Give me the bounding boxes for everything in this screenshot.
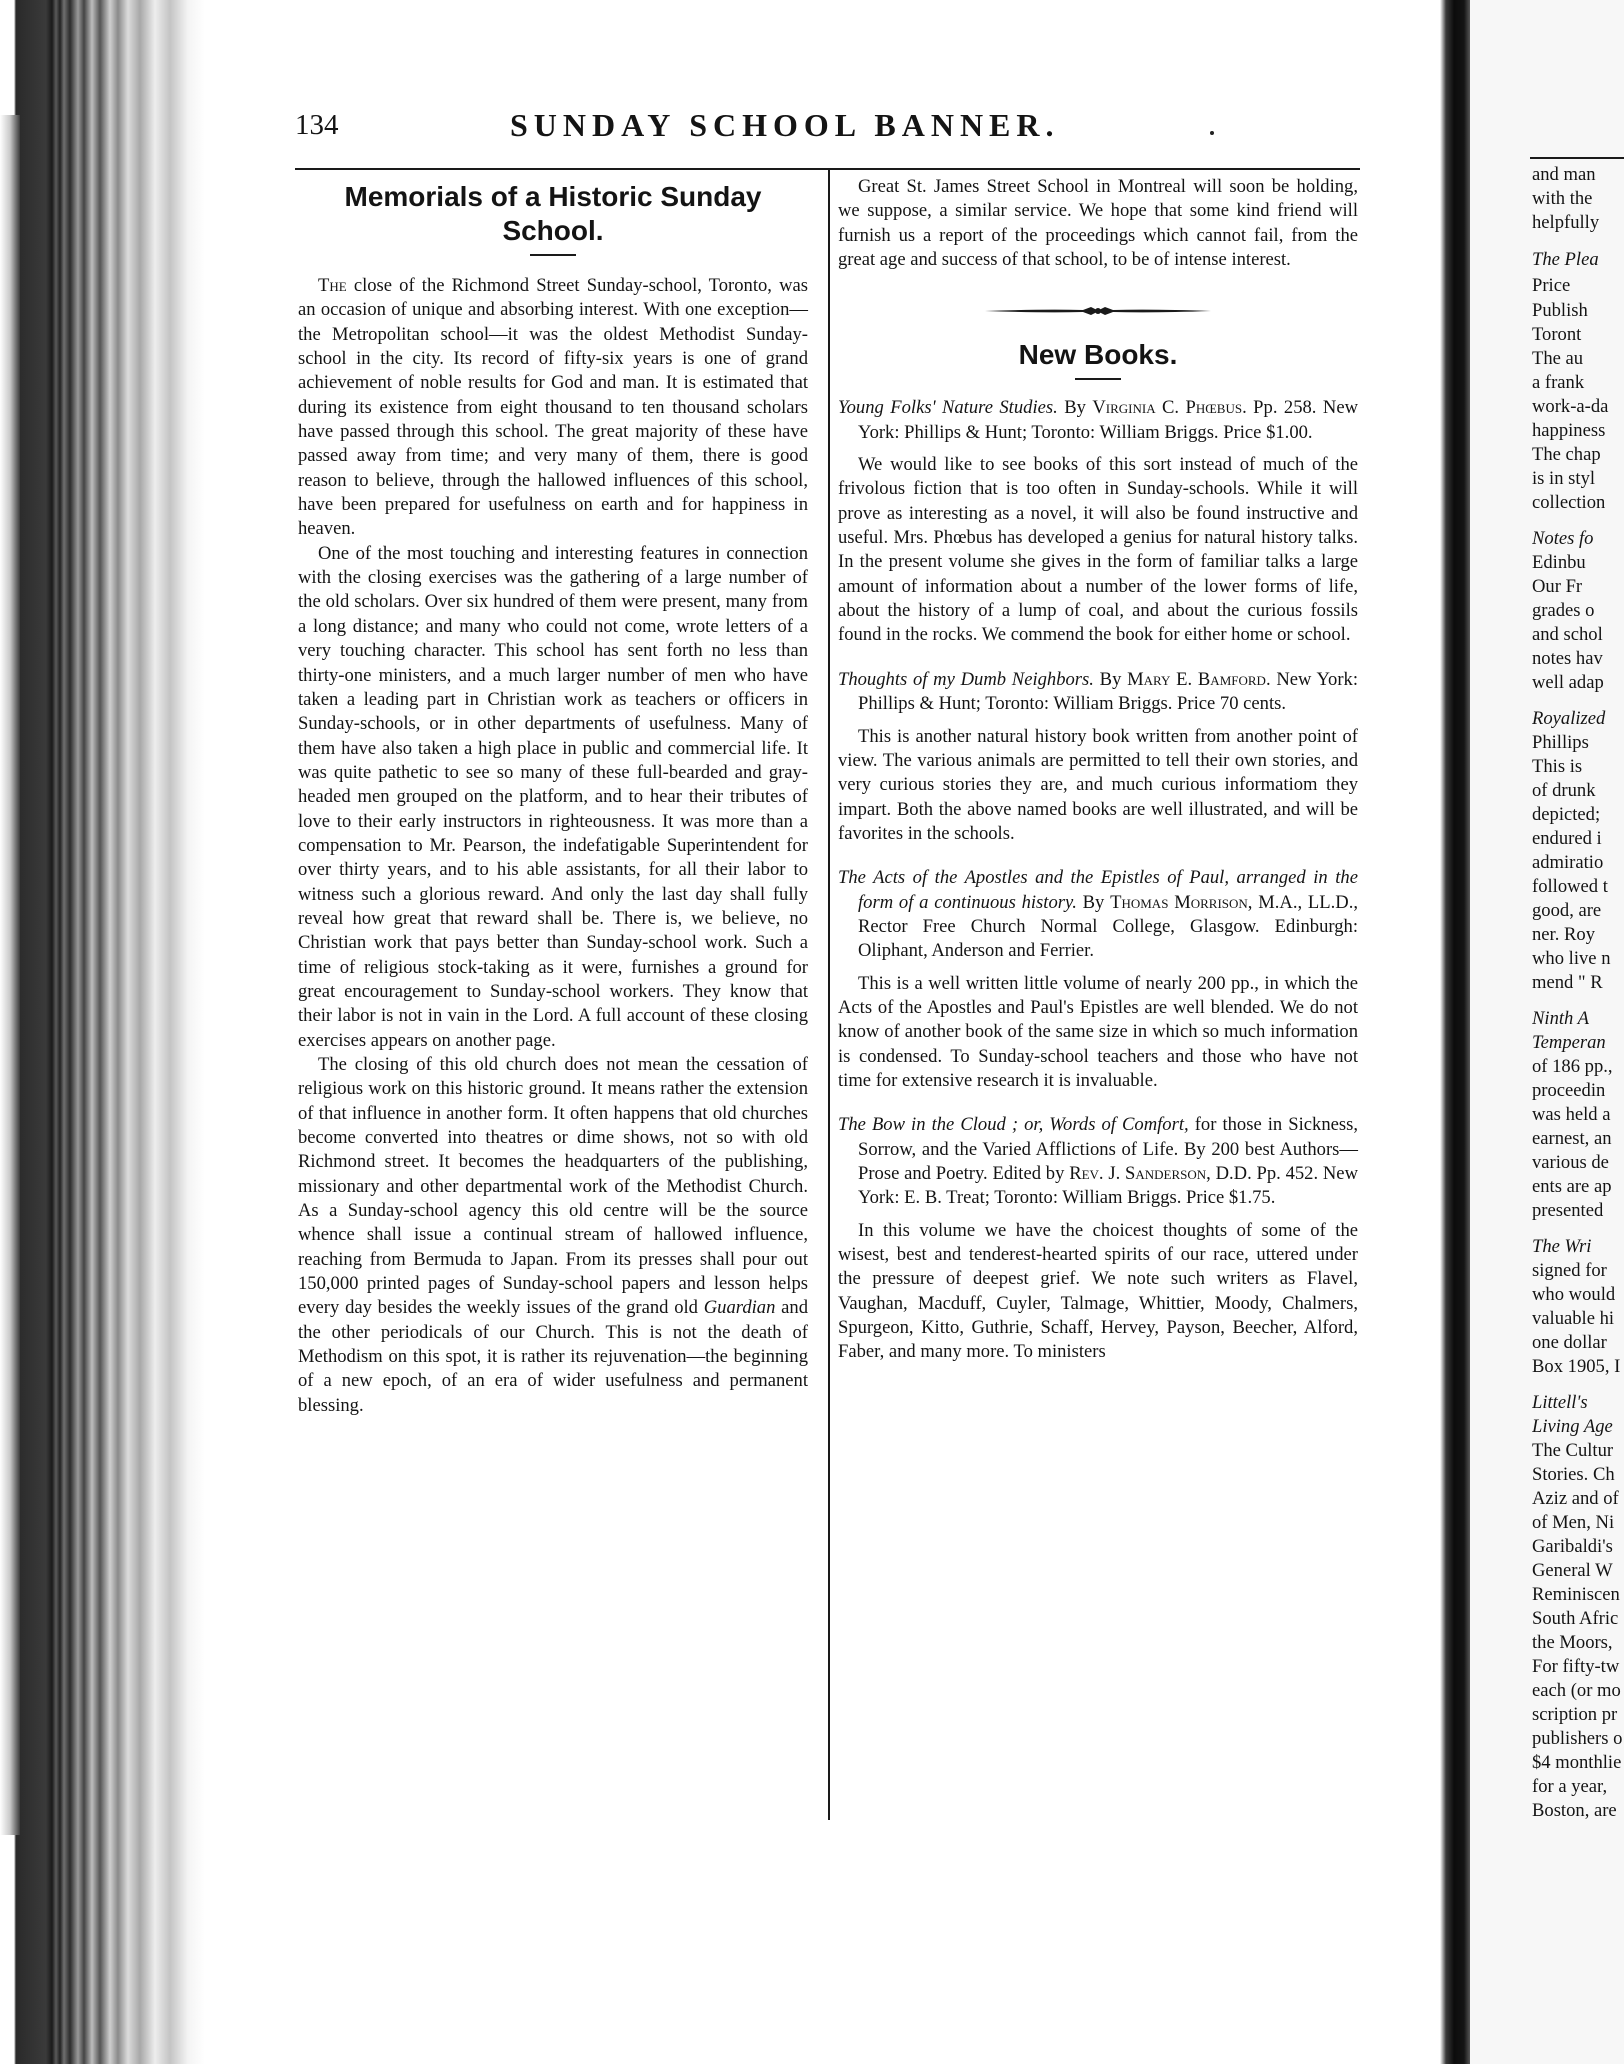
- next-page-line: Temperan: [1532, 1032, 1606, 1053]
- book-entry: [838, 668, 1358, 846]
- book-entry: [838, 396, 1358, 647]
- entry-spacer: [838, 846, 1358, 866]
- book-review: This is another natural history book written from another point of view. The various animals are permitted to tell their own stories, and very curious stories they are, and much curious informatiom they impart. Both the above named books are well illustrated, and will be favorites in the schools.: [838, 725, 1358, 844]
- section-title: New Books.: [1018, 339, 1178, 371]
- book-entry: [838, 1113, 1358, 1364]
- next-page-line: Phillips: [1532, 732, 1589, 753]
- section-rule: [1075, 378, 1121, 380]
- article-title: Memorials of a Historic Sunday School.: [344, 181, 762, 246]
- next-page-line: and man: [1532, 164, 1596, 185]
- next-page-line: happiness: [1532, 420, 1606, 441]
- continuation-paragraph: Great St. James Street School in Montreal will soon be holding, we suppose, a similar service. We hope that some kind friend will furnish us a report of the proceedings which cannot fail, from the great age and success of that school, to be of intense interest.: [838, 176, 1358, 271]
- speck: [1210, 131, 1214, 135]
- citation-text: By: [1076, 891, 1111, 913]
- paragraph: [298, 542, 808, 1053]
- right-column: [838, 175, 1358, 1365]
- next-page-line: a frank: [1532, 372, 1585, 393]
- next-page-line: The Wri: [1532, 1236, 1592, 1257]
- next-page-line: Edinbu: [1532, 552, 1586, 573]
- next-page-line: Royalized: [1532, 708, 1606, 729]
- next-page-line: who would: [1532, 1284, 1616, 1305]
- next-page-line: Ninth A: [1532, 1008, 1589, 1029]
- book-gutter: [1440, 0, 1470, 2064]
- book-review: We would like to see books of this sort instead of much of the frivolous fiction that is too often in Sunday-schools. While it will prove as interesting as a novel, it will also be found instructive and useful. Mrs. Phœbus has developed a genius for natural history talks. In the present volume she gives in the form of familiar talks a large amount of information about a number of the lower forms of life, about the history of a lump of coal, and about the curious fossils found in the rocks. We commend the book for either home or school.: [838, 454, 1358, 646]
- paragraph: [298, 274, 808, 542]
- paragraph-text: and the other periodicals of our Church. This is not the death of Methodism on this spot, it is rather its rejuvenation—the beginning of a new epoch, of an era of wider usefulness and permanent blessing.: [298, 1297, 808, 1416]
- entry-spacer: [838, 648, 1358, 668]
- citation-text: . Pp. 258. New York: Phillips & Hunt; Toronto: William Briggs. Price $1.00.: [858, 397, 1358, 443]
- book-title: The Acts of the Apostles and the Epistles of Paul, arranged in the form of a continuous history.: [838, 867, 1358, 913]
- paragraph-text: close of the Richmond Street Sunday-school, Toronto, was an occasion of unique and absorbing interest. With one exception—the Metropolitan school—it was the oldest Methodist Sunday-school in the city. Its record of fifty-six years is one of grand achievement of noble results for God and man. It is estimated that during its existence from eight thousand to ten thousand scholars have passed through this school. The great majority of these have passed away from time; and very many of them, there is good reason to believe, through the hallowed influences of this school, have been prepared for usefulness on earth and for happiness in heaven.: [298, 275, 808, 540]
- next-page-line: of Men, Ni: [1532, 1512, 1615, 1533]
- citation-text: By: [1093, 668, 1128, 690]
- next-page-line: ner. Roy: [1532, 924, 1596, 945]
- citation-text: , D.D. Pp. 452. New York: E. B. Treat; Toronto: William Briggs. Price $1.75.: [858, 1163, 1358, 1209]
- next-page-line: For fifty-tw: [1532, 1656, 1620, 1677]
- next-page-line: was held a: [1532, 1104, 1611, 1125]
- next-page-line: Our Fr: [1532, 576, 1583, 597]
- next-page-line: collection: [1532, 492, 1606, 513]
- next-page-line: Price: [1532, 275, 1571, 296]
- next-page-line: mend " R: [1532, 972, 1603, 993]
- next-page-line: The au: [1532, 348, 1584, 369]
- book-review: This is a well written little volume of nearly 200 pp., in which the Acts of the Apostles and Paul's Epistles are well blended. We do not know of another book of the same size in which so much information is condensed. To Sunday-school teachers and those who have not time for extensive research it is invaluable.: [838, 972, 1358, 1091]
- next-page-line: with the: [1532, 188, 1593, 209]
- next-page-line: $4 monthlie: [1532, 1752, 1622, 1773]
- next-page-line: Living Age: [1532, 1416, 1613, 1437]
- next-page-line: each (or mo: [1532, 1680, 1621, 1701]
- next-page-line: presented: [1532, 1200, 1604, 1221]
- citation-text: , M.A., LL.D., Rector Free Church Normal College, Glasgow. Edinburgh: Oliphant, Anderson and Ferrier.: [858, 891, 1358, 962]
- next-page-line: of drunk: [1532, 780, 1596, 801]
- next-page-line: Toront: [1532, 324, 1582, 345]
- next-page-line: the Moors,: [1532, 1632, 1613, 1653]
- ornament-divider: [983, 304, 1213, 318]
- next-page-line: The Plea: [1532, 249, 1599, 270]
- next-page-line: Publish: [1532, 300, 1588, 321]
- next-page-line: South Afric: [1532, 1608, 1619, 1629]
- left-column: [298, 180, 808, 1418]
- next-page-line: valuable hi: [1532, 1308, 1615, 1329]
- citation-text: By: [1057, 397, 1093, 419]
- next-page-line: proceedin: [1532, 1080, 1606, 1101]
- scan-binding-shadow: [0, 0, 205, 2064]
- next-page-line: Aziz and of: [1532, 1488, 1619, 1509]
- book-author: Thomas Morrison: [1110, 891, 1248, 913]
- book-list: [838, 396, 1358, 1364]
- scan-edge-strip: [0, 115, 20, 1835]
- paragraph-text: The closing of this old church does not mean the cessation of religious work on this historic ground. It means rather the extension of that influence in another form. It often happens that old churches become converted into theatres or dime shows, not so with old Richmond street. It becomes the headquarters of the publishing, missionary and other departmental work of the Methodist Church. As a Sunday-school agency this old centre will be the source whence shall issue a continual stream of hallowed influence, reaching from Bermuda to Japan. From its presses shall pour out 150,000 printed pages of Sunday-school papers and lesson helps every day besides the weekly issues of the grand old: [298, 1054, 808, 1319]
- page-number: 134: [295, 109, 339, 141]
- paragraph: [298, 1053, 808, 1418]
- book-title: The Bow in the Cloud ; or, Words of Comfort,: [838, 1114, 1189, 1136]
- next-page-line: of 186 pp.,: [1532, 1056, 1613, 1077]
- book-author: Rev. J. Sanderson: [1069, 1163, 1207, 1184]
- book-title: Young Folks' Nature Studies.: [838, 397, 1058, 419]
- book-author: Virginia C. Phœbus: [1092, 397, 1243, 419]
- paragraph-text: One of the most touching and interesting features in connection with the closing exercises was the gathering of a large number of the old scholars. Over six hundred of them were present, many from a long distance; and many who could not come, wrote letters of a very touching character. This school has sent forth no less than thirty-one ministers, and a much larger number of men who have taken a leading part in Christian work as teachers or officers in Sunday-schools, or in other departments of usefulness. Many of them have also taken a high place in public and commercial life. It was quite pathetic to see so many of these full-bearded and gray-headed men grouped on the platform, and to hear their tributes of love to their early instructors in righteousness. It was more than a compensation to Mr. Pearson, the indefatigable Superintendent for over thirty years, and to his able assistants, for all their labor to witness such a glorious reward. And only the last day shall fully reveal how great that reward shall be. There is, we believe, no Christian work that pays better than Sunday-school work. Such a time of religious stock-taking as it were, furnishes a ground for great encouragement to Sunday-school workers. They know that their labor is not in vain in the Lord. A full account of these closing exercises appears on another page.: [298, 542, 808, 1051]
- next-page-line: endured i: [1532, 828, 1602, 849]
- next-page-line: This is: [1532, 756, 1583, 777]
- column-divider: [828, 170, 830, 1820]
- next-page-line: Stories. Ch: [1532, 1464, 1615, 1485]
- next-page-line: signed for: [1532, 1260, 1607, 1281]
- next-page-line: scription pr: [1532, 1704, 1618, 1725]
- next-page-line: The chap: [1532, 444, 1601, 465]
- book-title: Thoughts of my Dumb Neighbors.: [838, 668, 1094, 690]
- next-page-line: one dollar: [1532, 1332, 1607, 1353]
- next-page-line: grades o: [1532, 600, 1595, 621]
- book-citation: [838, 866, 1358, 963]
- next-page-line: The Cultur: [1532, 1440, 1614, 1461]
- title-rule: [530, 254, 576, 256]
- page-header: [295, 103, 1115, 153]
- next-page-line: Notes fo: [1532, 528, 1594, 549]
- next-page-line: helpfully: [1532, 212, 1600, 233]
- next-page-line: earnest, an: [1532, 1128, 1612, 1149]
- next-page-line: Reminiscen: [1532, 1584, 1620, 1605]
- next-page-line: Garibaldi's: [1532, 1536, 1613, 1557]
- next-page-line: depicted;: [1532, 804, 1601, 825]
- book-review: In this volume we have the choicest thoughts of some of the wisest, best and tenderest-hearted spirits of our race, uttered under the pressure of deepest grief. We note such writers as Flavel, Vaughan, Macduff, Cuyler, Talmage, Whittier, Moody, Chalmers, Spurgeon, Kitto, Guthrie, Schaff, Hervey, Payson, Beecher, Alford, Faber, and many more. To ministers: [838, 1219, 1358, 1363]
- next-page-line: who live n: [1532, 948, 1611, 969]
- next-page-line: and schol: [1532, 624, 1603, 645]
- entry-spacer: [838, 1093, 1358, 1113]
- citation-text: for those in Sickness, Sorrow, and the Varied Afflictions of Life. By 200 best Authors—Prose and Poetry. Edited by: [858, 1114, 1358, 1184]
- newspaper-name: Guardian: [703, 1297, 776, 1319]
- next-page-line: notes hav: [1532, 648, 1603, 669]
- next-page-line: various de: [1532, 1152, 1609, 1173]
- next-page-line: Littell's: [1532, 1392, 1588, 1413]
- next-page-line: work-a-da: [1532, 396, 1609, 417]
- next-page-line: ents are ap: [1532, 1176, 1612, 1197]
- book-citation: [838, 396, 1358, 445]
- next-page-line: General W: [1532, 1560, 1613, 1581]
- next-page-line: well adap: [1532, 672, 1604, 693]
- next-page-rule: [1530, 157, 1624, 159]
- book-entry: [838, 866, 1358, 1093]
- running-title: SUNDAY SCHOOL BANNER.: [510, 107, 1060, 143]
- next-page-line: for a year,: [1532, 1776, 1608, 1797]
- book-citation: [838, 1113, 1358, 1210]
- next-page-line: Boston, are: [1532, 1800, 1617, 1821]
- next-page-line: is in styl: [1532, 468, 1596, 489]
- citation-text: . New York: Phillips & Hunt; Toronto: William Briggs. Price 70 cents.: [858, 668, 1359, 715]
- next-page-line: publishers o: [1532, 1728, 1623, 1749]
- next-page-line: good, are: [1532, 900, 1602, 921]
- book-citation: [838, 668, 1358, 717]
- next-page-line: admiratio: [1532, 852, 1604, 873]
- next-page-line: Box 1905, I: [1532, 1356, 1621, 1377]
- lead-word: The: [318, 275, 347, 296]
- next-page-line: followed t: [1532, 876, 1608, 897]
- book-author: Mary E. Bamford: [1127, 668, 1266, 690]
